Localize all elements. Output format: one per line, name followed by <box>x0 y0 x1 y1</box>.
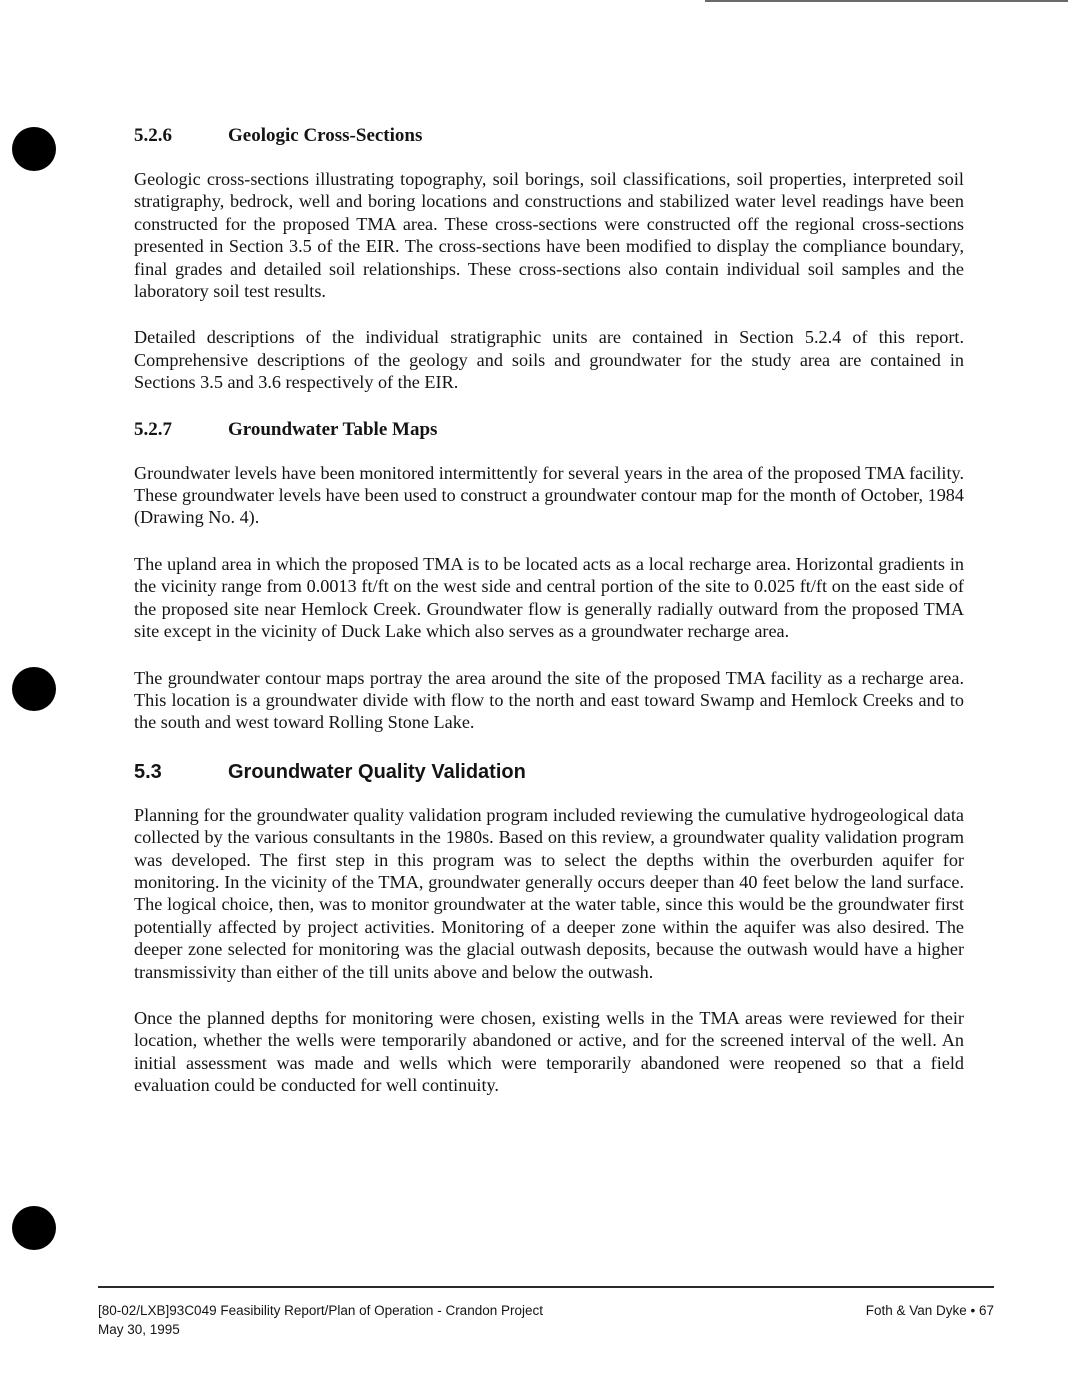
page-footer <box>98 1301 994 1339</box>
paragraph: The upland area in which the proposed TMA is to be located acts as a local recharge area. Horizontal gradients in the vicinity range from 0.0013 ft/ft on the west side and central portion of the site to 0.025 ft/ft on the east side of the proposed site near Hemlock Creek. Groundwater flow is generally radially outward from the proposed TMA site except in the vicinity of Duck Lake which also serves as a groundwater recharge area. <box>134 553 964 642</box>
section-number: 5.2.7 <box>134 418 172 440</box>
footer-document-id: [80-02/LXB]93C049 Feasibility Report/Plan of Operation - Crandon Project <box>98 1303 543 1318</box>
binder-hole-top <box>12 127 56 171</box>
top-edge-rule <box>705 0 1068 2</box>
paragraph: Geologic cross-sections illustrating topography, soil borings, soil classifications, soil properties, interpreted soil stratigraphy, bedrock, well and boring locations and constructions and stabilized water level readings have been constructed for the proposed TMA area. These cross-sections were constructed off the regional cross-sections presented in Section 3.5 of the EIR. The cross-sections have been modified to display the compliance boundary, final grades and detailed soil relationships. These cross-sections also contain individual soil samples and the laboratory soil test results. <box>134 169 964 302</box>
section-title: Geologic Cross-Sections <box>228 125 423 146</box>
footer-company-page: Foth & Van Dyke • 67 <box>865 1303 994 1318</box>
section-heading-5-2-6 <box>134 124 964 148</box>
section-heading-5-2-7 <box>134 418 964 442</box>
binder-hole-bottom <box>12 1206 56 1250</box>
paragraph: Once the planned depths for monitoring were chosen, existing wells in the TMA areas were reviewed for their location, whether the wells were temporarily abandoned or active, and for the screened interval of the well. An initial assessment was made and wells which were temporarily abandoned were reopened so that a field evaluation could be conducted for well continuity. <box>134 1007 964 1096</box>
section-title: Groundwater Table Maps <box>228 418 438 440</box>
section-number: 5.2.6 <box>134 125 172 146</box>
paragraph: Planning for the groundwater quality validation program included reviewing the cumulative hydrogeological data collected by the various consultants in the 1980s. Based on this review, a groundwater quality validation program was developed. The first step in this program was to select the depths within the overburden aquifer for monitoring. In the vicinity of the TMA, groundwater generally occurs deeper than 40 feet below the land surface. The logical choice, then, was to monitor groundwater at the water table, since this would be the groundwater first potentially affected by project activities. Monitoring of a deeper zone within the aquifer was also desired. The deeper zone selected for monitoring was the glacial outwash deposits, because the outwash would have a higher transmissivity than either of the till units above and below the outwash. <box>134 804 964 982</box>
binder-hole-middle <box>12 667 56 711</box>
paragraph: The groundwater contour maps portray the area around the site of the proposed TMA facility as a recharge area. This location is a groundwater divide with flow to the north and east toward Swamp and Hemlock Creeks and to the south and west toward Rolling Stone Lake. <box>134 667 964 733</box>
section-heading-5-3 <box>134 760 964 784</box>
paragraph: Detailed descriptions of the individual stratigraphic units are contained in Section 5.2.4 of this report. Comprehensive descriptions of the geology and soils and groundwater for the study area are contained in Sections 3.5 and 3.6 respectively of the EIR. <box>134 327 964 393</box>
section-title: Groundwater Quality Validation <box>228 760 526 783</box>
page-body <box>134 124 964 1097</box>
footer-rule <box>98 1286 994 1288</box>
section-number: 5.3 <box>134 760 162 783</box>
paragraph: Groundwater levels have been monitored intermittently for several years in the area of the proposed TMA facility. These groundwater levels have been used to construct a groundwater contour map for the month of October, 1984 (Drawing No. 4). <box>134 462 964 528</box>
footer-date: May 30, 1995 <box>98 1322 180 1337</box>
